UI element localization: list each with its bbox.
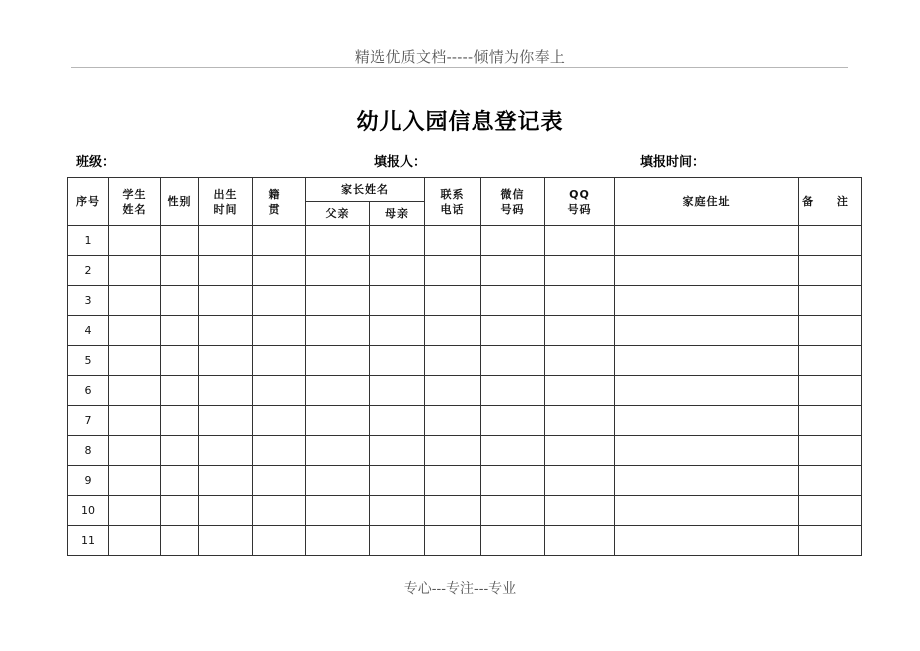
header-remark: 备 注 (799, 178, 862, 226)
table-cell[interactable] (799, 376, 862, 406)
table-cell[interactable] (199, 256, 253, 286)
header-gender: 性别 (161, 178, 199, 226)
table-cell[interactable] (109, 346, 161, 376)
table-cell[interactable] (615, 406, 799, 436)
table-cell[interactable] (545, 346, 615, 376)
table-cell[interactable] (306, 316, 370, 346)
table-cell[interactable] (545, 286, 615, 316)
table-cell[interactable] (370, 346, 425, 376)
table-cell[interactable] (799, 286, 862, 316)
table-cell[interactable] (161, 406, 199, 436)
table-row (68, 406, 862, 436)
table-row (68, 346, 862, 376)
page-header: 精选优质文档-----倾情为你奉上 (354, 48, 566, 66)
row-number: 10 (68, 496, 109, 526)
table-cell[interactable] (199, 526, 253, 556)
header-home-address: 家庭住址 (615, 178, 799, 226)
row-number: 3 (68, 286, 109, 316)
table-cell[interactable] (481, 316, 545, 346)
table-cell[interactable] (253, 316, 306, 346)
header-contact-phone: 联系 电话 (425, 178, 481, 226)
table-row (68, 376, 862, 406)
table-cell[interactable] (481, 226, 545, 256)
table-cell[interactable] (799, 226, 862, 256)
header-native-place: 籍 贯 (253, 178, 306, 226)
table-cell[interactable] (799, 526, 862, 556)
table-cell[interactable] (161, 286, 199, 316)
table-cell[interactable] (370, 466, 425, 496)
table-cell[interactable] (425, 286, 481, 316)
header-mother: 母亲 (370, 202, 425, 226)
table-cell[interactable] (545, 316, 615, 346)
table-cell[interactable] (109, 376, 161, 406)
table-cell[interactable] (306, 256, 370, 286)
table-cell[interactable] (199, 316, 253, 346)
table-cell[interactable] (799, 256, 862, 286)
table-cell[interactable] (545, 526, 615, 556)
table-cell[interactable] (109, 286, 161, 316)
table-row (68, 286, 862, 316)
table-cell[interactable] (253, 496, 306, 526)
table-cell[interactable] (799, 436, 862, 466)
table-cell[interactable] (253, 526, 306, 556)
table-cell[interactable] (481, 466, 545, 496)
table-cell[interactable] (370, 226, 425, 256)
table-cell[interactable] (545, 256, 615, 286)
table-cell[interactable] (481, 496, 545, 526)
class-label: 班级： (76, 155, 116, 170)
registration-table (67, 177, 862, 556)
table-cell[interactable] (199, 286, 253, 316)
table-cell[interactable] (306, 436, 370, 466)
table-cell[interactable] (615, 376, 799, 406)
table-cell[interactable] (109, 406, 161, 436)
table-cell[interactable] (545, 436, 615, 466)
table-cell[interactable] (545, 496, 615, 526)
table-cell[interactable] (481, 256, 545, 286)
table-cell[interactable] (161, 376, 199, 406)
table-cell[interactable] (481, 286, 545, 316)
table-cell[interactable] (370, 496, 425, 526)
table-row (68, 436, 862, 466)
table-cell[interactable] (199, 406, 253, 436)
table-row (68, 466, 862, 496)
table-cell[interactable] (481, 406, 545, 436)
table-cell[interactable] (306, 346, 370, 376)
row-number: 2 (68, 256, 109, 286)
table-cell[interactable] (370, 526, 425, 556)
filler-label: 填报人： (374, 155, 427, 170)
form-title: 幼儿入园信息登记表 (356, 110, 564, 135)
row-number: 5 (68, 346, 109, 376)
table-cell[interactable] (306, 406, 370, 436)
table-cell[interactable] (199, 466, 253, 496)
table-cell[interactable] (253, 286, 306, 316)
table-cell[interactable] (161, 526, 199, 556)
table-cell[interactable] (109, 316, 161, 346)
table-row (68, 316, 862, 346)
row-number: 6 (68, 376, 109, 406)
fill-time-label: 填报时间： (640, 155, 706, 170)
table-cell[interactable] (253, 256, 306, 286)
table-cell[interactable] (306, 496, 370, 526)
table-cell[interactable] (306, 226, 370, 256)
table-cell[interactable] (161, 226, 199, 256)
table-row (68, 226, 862, 256)
table-row (68, 526, 862, 556)
header-father: 父亲 (306, 202, 370, 226)
table-cell[interactable] (799, 466, 862, 496)
table-cell[interactable] (799, 346, 862, 376)
table-cell[interactable] (481, 436, 545, 466)
header-seq: 序号 (68, 178, 109, 226)
table-cell[interactable] (161, 496, 199, 526)
table-cell[interactable] (481, 346, 545, 376)
table-cell[interactable] (161, 256, 199, 286)
table-cell[interactable] (425, 466, 481, 496)
table-cell[interactable] (615, 496, 799, 526)
table-cell[interactable] (615, 256, 799, 286)
row-number: 7 (68, 406, 109, 436)
table-cell[interactable] (109, 466, 161, 496)
row-number: 4 (68, 316, 109, 346)
table-cell[interactable] (425, 406, 481, 436)
table-row (68, 496, 862, 526)
table-cell[interactable] (306, 526, 370, 556)
table-cell[interactable] (545, 406, 615, 436)
table-cell[interactable] (370, 316, 425, 346)
table-cell[interactable] (253, 466, 306, 496)
table-cell[interactable] (253, 436, 306, 466)
header-parents-name: 家长姓名 (306, 178, 425, 202)
table-cell[interactable] (161, 316, 199, 346)
table-cell[interactable] (425, 526, 481, 556)
table-cell[interactable] (109, 226, 161, 256)
header-wechat: 微信 号码 (481, 178, 545, 226)
table-cell[interactable] (306, 376, 370, 406)
table-cell[interactable] (370, 406, 425, 436)
table-cell[interactable] (109, 496, 161, 526)
table-cell[interactable] (481, 376, 545, 406)
table-cell[interactable] (161, 346, 199, 376)
table-cell[interactable] (615, 226, 799, 256)
table-cell[interactable] (425, 496, 481, 526)
table-cell[interactable] (199, 346, 253, 376)
table-cell[interactable] (306, 286, 370, 316)
table-cell[interactable] (370, 286, 425, 316)
table-cell[interactable] (109, 526, 161, 556)
header-qq: QQ 号码 (545, 178, 615, 226)
table-cell[interactable] (425, 226, 481, 256)
table-cell[interactable] (545, 466, 615, 496)
table-cell[interactable] (615, 346, 799, 376)
table-cell[interactable] (545, 376, 615, 406)
table-cell[interactable] (799, 496, 862, 526)
table-cell[interactable] (615, 286, 799, 316)
table-cell[interactable] (615, 316, 799, 346)
table-cell[interactable] (799, 316, 862, 346)
table-cell[interactable] (615, 466, 799, 496)
table-cell[interactable] (199, 436, 253, 466)
table-cell[interactable] (545, 226, 615, 256)
row-number: 9 (68, 466, 109, 496)
table-row (68, 256, 862, 286)
table-cell[interactable] (306, 466, 370, 496)
table-cell[interactable] (615, 526, 799, 556)
table-cell[interactable] (425, 376, 481, 406)
table-cell[interactable] (425, 346, 481, 376)
table-cell[interactable] (199, 376, 253, 406)
table-cell[interactable] (199, 496, 253, 526)
table-cell[interactable] (253, 346, 306, 376)
page-footer: 专心---专注---专业 (403, 581, 517, 597)
table-cell[interactable] (799, 406, 862, 436)
header-rule (71, 67, 848, 68)
table-cell[interactable] (109, 436, 161, 466)
table-cell[interactable] (370, 256, 425, 286)
table-cell[interactable] (161, 466, 199, 496)
table-cell[interactable] (481, 526, 545, 556)
row-number: 8 (68, 436, 109, 466)
header-birth-date: 出生 时间 (199, 178, 253, 226)
table-cell[interactable] (425, 256, 481, 286)
table-cell[interactable] (425, 316, 481, 346)
table-cell[interactable] (199, 226, 253, 256)
table-cell[interactable] (253, 376, 306, 406)
table-cell[interactable] (425, 436, 481, 466)
table-cell[interactable] (253, 226, 306, 256)
row-number: 11 (68, 526, 109, 556)
table-cell[interactable] (109, 256, 161, 286)
row-number: 1 (68, 226, 109, 256)
header-student-name: 学生 姓名 (109, 178, 161, 226)
table-cell[interactable] (253, 406, 306, 436)
table-cell[interactable] (615, 436, 799, 466)
table-cell[interactable] (370, 436, 425, 466)
table-cell[interactable] (370, 376, 425, 406)
table-cell[interactable] (161, 436, 199, 466)
